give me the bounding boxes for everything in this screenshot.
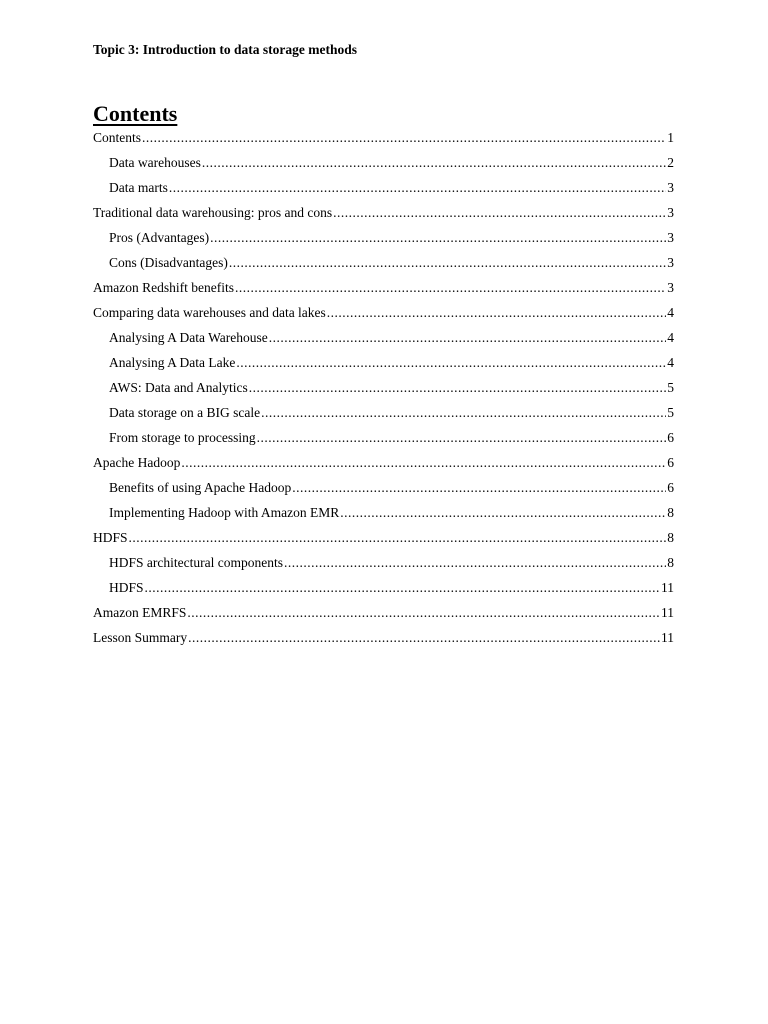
toc-entry-page-number: 4 — [667, 305, 674, 320]
toc-entry[interactable] — [93, 553, 674, 578]
toc-entry-label: Lesson Summary — [93, 630, 188, 645]
toc-entry-page-number: 3 — [667, 255, 674, 270]
toc-title: Contents — [93, 101, 178, 126]
toc-entry[interactable] — [93, 178, 674, 203]
toc-entry-page-number: 3 — [667, 230, 674, 245]
toc-entry-label: From storage to processing — [109, 430, 256, 445]
toc-entry-label: Data storage on a BIG scale — [109, 405, 261, 420]
toc-entry-page-number: 3 — [667, 205, 674, 220]
toc-entry[interactable] — [93, 203, 674, 228]
toc-entry[interactable] — [93, 428, 674, 453]
toc-dot-leader — [145, 578, 660, 598]
toc-entry[interactable] — [93, 303, 674, 328]
toc-entry[interactable] — [93, 153, 674, 178]
table-of-contents — [93, 128, 674, 653]
toc-entry[interactable] — [93, 228, 674, 253]
toc-entry-label: HDFS architectural components — [109, 555, 283, 570]
toc-entry-label: Data marts — [109, 180, 168, 195]
toc-entry-page-number: 6 — [667, 430, 674, 445]
toc-dot-leader — [169, 178, 666, 198]
toc-entry-page-number: 8 — [667, 555, 674, 570]
toc-entry-label: Benefits of using Apache Hadoop — [109, 480, 292, 495]
page-header: Topic 3: Introduction to data storage methods — [93, 42, 358, 57]
toc-entry-page-number: 5 — [667, 405, 674, 420]
toc-entry-page-number: 8 — [667, 530, 674, 545]
toc-dot-leader — [269, 328, 666, 348]
toc-entry-page-number: 4 — [667, 330, 674, 345]
toc-entry-page-number: 11 — [661, 605, 674, 620]
toc-entry-label: Comparing data warehouses and data lakes — [93, 305, 326, 320]
toc-dot-leader — [333, 203, 666, 223]
toc-dot-leader — [187, 603, 660, 623]
toc-entry[interactable] — [93, 328, 674, 353]
toc-dot-leader — [249, 378, 666, 398]
toc-entry-page-number: 11 — [661, 630, 674, 645]
toc-entry-label: Contents — [93, 130, 142, 145]
toc-entry-label: Apache Hadoop — [93, 455, 181, 470]
toc-entry-page-number: 1 — [667, 130, 674, 145]
toc-dot-leader — [202, 153, 666, 173]
toc-entry-page-number: 11 — [661, 580, 674, 595]
toc-dot-leader — [284, 553, 666, 573]
toc-entry-label: Data warehouses — [109, 155, 201, 170]
toc-entry-page-number: 8 — [667, 505, 674, 520]
toc-entry-label: HDFS — [93, 530, 128, 545]
toc-dot-leader — [340, 503, 666, 523]
toc-entry[interactable] — [93, 478, 674, 503]
toc-entry[interactable] — [93, 403, 674, 428]
toc-entry-label: Analysing A Data Warehouse — [109, 330, 268, 345]
toc-entry-label: Traditional data warehousing: pros and cons — [93, 205, 333, 220]
toc-dot-leader — [261, 403, 666, 423]
toc-entry[interactable] — [93, 353, 674, 378]
toc-entry-page-number: 5 — [667, 380, 674, 395]
toc-entry-page-number: 2 — [667, 155, 674, 170]
toc-entry-page-number: 3 — [667, 180, 674, 195]
toc-entry[interactable] — [93, 253, 674, 278]
toc-entry-label: Amazon Redshift benefits — [93, 280, 234, 295]
toc-entry[interactable] — [93, 278, 674, 303]
toc-entry[interactable] — [93, 378, 674, 403]
toc-entry-page-number: 6 — [667, 480, 674, 495]
toc-dot-leader — [292, 478, 666, 498]
toc-entry-page-number: 3 — [667, 280, 674, 295]
toc-dot-leader — [210, 228, 666, 248]
toc-entry-label: Implementing Hadoop with Amazon EMR — [109, 505, 340, 520]
toc-dot-leader — [235, 278, 666, 298]
toc-entry[interactable] — [93, 453, 674, 478]
toc-dot-leader — [129, 528, 667, 548]
toc-dot-leader — [236, 353, 666, 373]
toc-entry-label: AWS: Data and Analytics — [109, 380, 248, 395]
toc-entry[interactable] — [93, 503, 674, 528]
toc-entry[interactable] — [93, 603, 674, 628]
toc-entry-page-number: 6 — [667, 455, 674, 470]
toc-entry-label: Amazon EMRFS — [93, 605, 187, 620]
toc-dot-leader — [188, 628, 660, 648]
toc-entry[interactable] — [93, 128, 674, 153]
toc-entry-label: HDFS — [109, 580, 144, 595]
toc-entry[interactable] — [93, 578, 674, 603]
toc-entry[interactable] — [93, 628, 674, 653]
toc-entry-page-number: 4 — [667, 355, 674, 370]
toc-entry-label: Cons (Disadvantages) — [109, 255, 228, 270]
toc-dot-leader — [327, 303, 666, 323]
toc-dot-leader — [229, 253, 666, 273]
toc-dot-leader — [142, 128, 666, 148]
toc-dot-leader — [257, 428, 667, 448]
toc-entry[interactable] — [93, 528, 674, 553]
toc-entry-label: Pros (Advantages) — [109, 230, 210, 245]
toc-dot-leader — [181, 453, 666, 473]
toc-entry-label: Analysing A Data Lake — [109, 355, 236, 370]
